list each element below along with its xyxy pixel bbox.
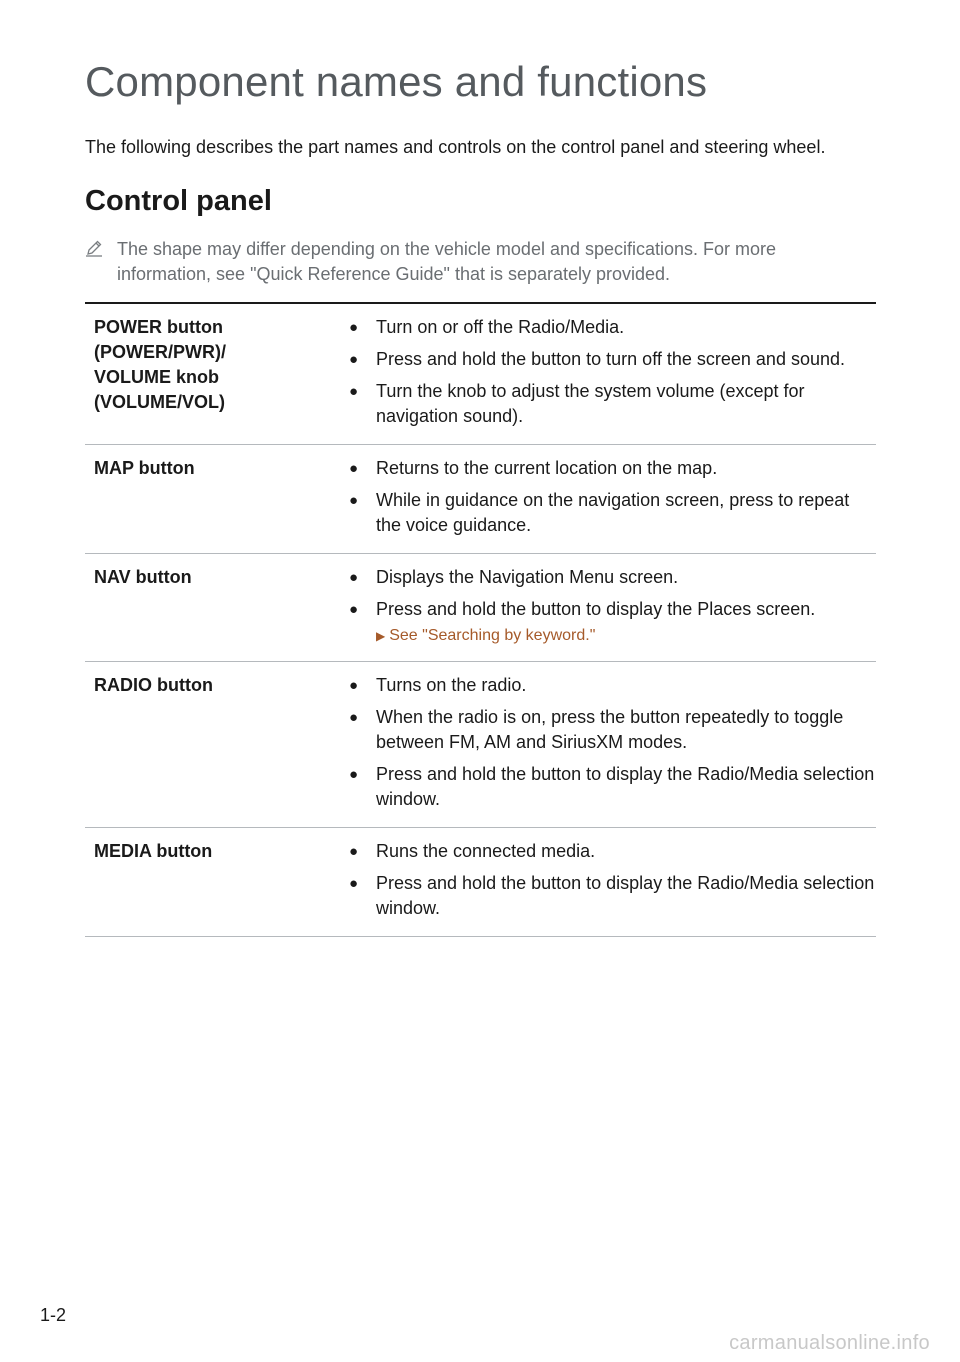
bullet-text: While in guidance on the navigation screen, press to repeat the voice guidance. — [376, 490, 850, 535]
row-description — [347, 565, 876, 653]
bullet-text: Press and hold the button to display the Radio/Media selection window. — [376, 764, 875, 809]
row-term: POWER button (POWER/PWR)/ VOLUME knob (VOLUME/VOL) — [94, 317, 226, 412]
bullet-item — [347, 315, 876, 340]
table-row — [85, 828, 876, 937]
pencil-note-icon — [85, 237, 117, 287]
bullet-item — [347, 871, 876, 921]
bullet-text: Press and hold the button to turn off the screen and sound. — [376, 349, 845, 369]
bullet-text: Returns to the current location on the map. — [376, 458, 718, 478]
bullet-dot-icon: ● — [349, 383, 359, 400]
watermark: carmanualsonline.info — [729, 1332, 930, 1354]
bullet-dot-icon: ● — [349, 601, 359, 618]
bullet-dot-icon: ● — [349, 319, 359, 336]
page-number: 1-2 — [40, 1305, 67, 1325]
bullet-item — [347, 456, 876, 481]
bullet-dot-icon: ● — [349, 492, 359, 509]
bullet-item — [347, 597, 876, 622]
bullet-dot-icon: ● — [349, 875, 359, 892]
bullet-text: Displays the Navigation Menu screen. — [376, 567, 679, 587]
table-row — [85, 304, 876, 445]
bullet-text: Press and hold the button to display the Radio/Media selection window. — [376, 873, 875, 918]
row-term: MEDIA button — [94, 841, 213, 861]
table-row — [85, 554, 876, 662]
bullet-item — [347, 488, 876, 538]
bullet-item — [347, 347, 876, 372]
bullet-dot-icon: ● — [349, 709, 359, 726]
row-term: MAP button — [94, 458, 195, 478]
page-title: Component names and functions — [85, 58, 708, 105]
section-title: Control panel — [85, 185, 272, 217]
triangle-right-icon: ▶ — [376, 629, 386, 643]
row-description — [347, 673, 876, 819]
cross-reference-text: See "Searching by keyword." — [389, 627, 596, 644]
bullet-dot-icon: ● — [349, 351, 359, 368]
bullet-text: Turn on or off the Radio/Media. — [376, 317, 625, 337]
bullet-item — [347, 839, 876, 864]
bullet-item — [347, 673, 876, 698]
note-text: The shape may differ depending on the vehicle model and specifications. For more information, see "Quick Reference Guide" that is separately provided. — [117, 239, 777, 284]
bullet-dot-icon: ● — [349, 843, 359, 860]
bullet-item — [347, 379, 876, 429]
row-term: NAV button — [94, 567, 192, 587]
row-description — [347, 456, 876, 545]
note — [85, 237, 845, 287]
bullet-text: Runs the connected media. — [376, 841, 596, 861]
intro-text: The following describes the part names and controls on the control panel and steering wheel. — [85, 137, 826, 157]
bullet-text: Turn the knob to adjust the system volume (except for navigation sound). — [376, 381, 805, 426]
bullet-text: Press and hold the button to display the Places screen. — [376, 599, 816, 619]
bullet-item — [347, 762, 876, 812]
bullet-item — [347, 565, 876, 590]
bullet-dot-icon: ● — [349, 569, 359, 586]
table-row — [85, 445, 876, 554]
bullet-dot-icon: ● — [349, 460, 359, 477]
control-panel-table — [85, 302, 876, 937]
row-description — [347, 315, 876, 436]
bullet-text: Turns on the radio. — [376, 675, 527, 695]
row-term: RADIO button — [94, 675, 213, 695]
bullet-dot-icon: ● — [349, 677, 359, 694]
table-row — [85, 662, 876, 828]
bullet-item — [347, 705, 876, 755]
bullet-text: When the radio is on, press the button repeatedly to toggle between FM, AM and SiriusXM modes. — [376, 707, 844, 752]
cross-reference-link[interactable] — [376, 625, 876, 647]
row-description — [347, 839, 876, 928]
bullet-dot-icon: ● — [349, 766, 359, 783]
